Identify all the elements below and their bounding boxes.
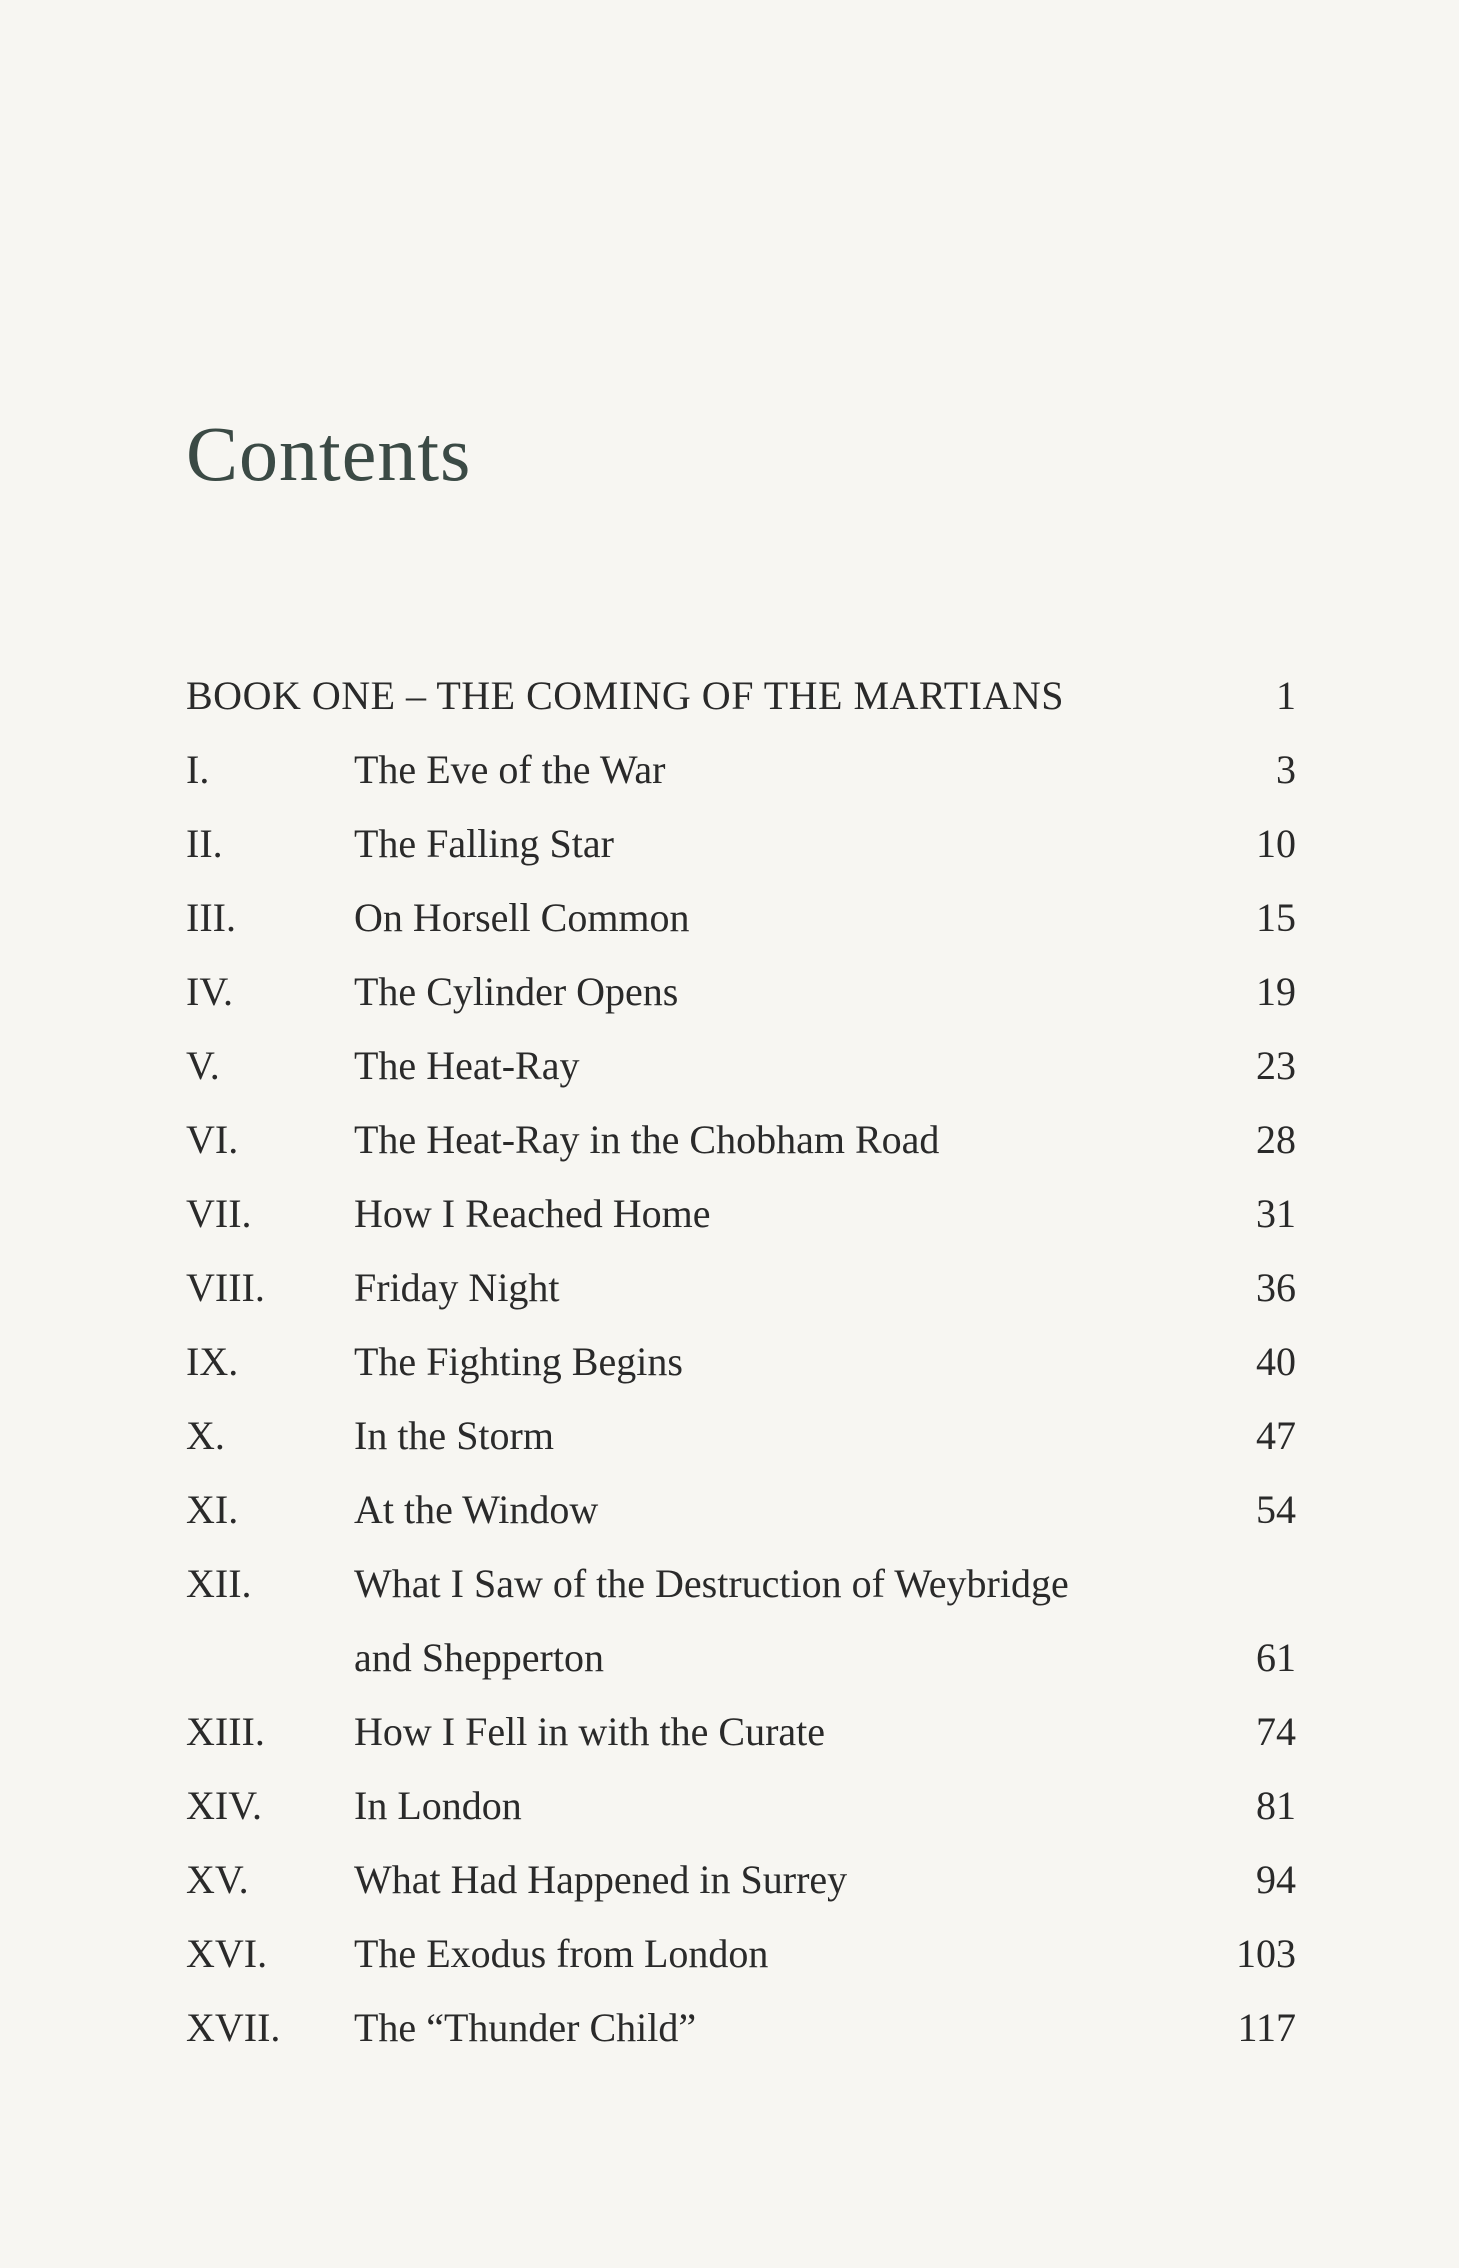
page-number: 1 — [1276, 673, 1296, 718]
page-number: 10 — [1256, 821, 1296, 866]
chapter-row — [186, 1554, 1296, 1702]
chapter-row — [186, 1702, 1296, 1776]
page-number: 28 — [1256, 1117, 1296, 1162]
chapter-title: The Falling Star — [354, 821, 614, 866]
chapter-row — [186, 1332, 1296, 1406]
page-number: 61 — [1256, 1635, 1296, 1680]
chapter-numeral: III. — [186, 895, 236, 940]
chapter-numeral: IV. — [186, 969, 234, 1014]
chapter-title: How I Fell in with the Curate — [354, 1709, 826, 1754]
chapter-row — [186, 1924, 1296, 1998]
chapter-title-line: What I Saw of the Destruction of Weybridge — [354, 1561, 1069, 1606]
page-number: 81 — [1256, 1783, 1296, 1828]
chapter-numeral: XV. — [186, 1857, 249, 1902]
chapter-numeral: X. — [186, 1413, 225, 1458]
chapter-row — [186, 1850, 1296, 1924]
chapter-row — [186, 1036, 1296, 1110]
chapter-row — [186, 1184, 1296, 1258]
chapter-title: The Exodus from London — [354, 1931, 769, 1976]
chapter-numeral: XIV. — [186, 1783, 262, 1828]
chapter-row — [186, 1110, 1296, 1184]
chapter-title: At the Window — [354, 1487, 599, 1532]
page-number: 15 — [1256, 895, 1296, 940]
chapter-title: The Heat-Ray — [354, 1043, 580, 1088]
page-number: 54 — [1256, 1487, 1296, 1532]
chapter-title: The Eve of the War — [354, 747, 666, 792]
chapter-row — [186, 962, 1296, 1036]
chapter-numeral: V. — [186, 1043, 220, 1088]
book-title: BOOK ONE – THE COMING OF THE MARTIANS — [186, 673, 1064, 718]
page-number: 47 — [1256, 1413, 1296, 1458]
chapter-numeral: I. — [186, 747, 210, 792]
chapter-title: What Had Happened in Surrey — [354, 1857, 848, 1902]
page-title: Contents — [186, 410, 472, 497]
chapter-numeral: IX. — [186, 1339, 239, 1384]
page-number: 19 — [1256, 969, 1296, 1014]
chapter-row — [186, 1258, 1296, 1332]
page-number: 94 — [1256, 1857, 1296, 1902]
chapter-numeral: VI. — [186, 1117, 239, 1162]
chapter-numeral: XVII. — [186, 2005, 281, 2050]
chapter-numeral: XII. — [186, 1561, 252, 1606]
page-number: 3 — [1276, 747, 1296, 792]
chapter-numeral: XI. — [186, 1487, 239, 1532]
chapter-row — [186, 1406, 1296, 1480]
chapter-numeral: XIII. — [186, 1709, 265, 1754]
chapter-title: Friday Night — [354, 1265, 560, 1310]
page-number: 74 — [1256, 1709, 1296, 1754]
chapter-title — [354, 1554, 1174, 1702]
page-number: 23 — [1256, 1043, 1296, 1088]
chapter-title: How I Reached Home — [354, 1191, 711, 1236]
chapter-row — [186, 1776, 1296, 1850]
chapter-numeral: II. — [186, 821, 223, 866]
chapter-title: The Cylinder Opens — [354, 969, 679, 1014]
chapter-numeral: VIII. — [186, 1265, 265, 1310]
chapter-title: The Heat-Ray in the Chobham Road — [354, 1117, 940, 1162]
chapter-row — [186, 1480, 1296, 1554]
chapter-numeral: VII. — [186, 1191, 252, 1236]
chapter-row — [186, 740, 1296, 814]
chapter-title: In London — [354, 1783, 522, 1828]
chapter-title: In the Storm — [354, 1413, 554, 1458]
page-number: 40 — [1256, 1339, 1296, 1384]
table-of-contents — [186, 666, 1296, 2072]
page-number: 36 — [1256, 1265, 1296, 1310]
chapter-numeral: XVI. — [186, 1931, 268, 1976]
page-number: 103 — [1236, 1931, 1296, 1976]
book-heading-row — [186, 666, 1296, 740]
page-number: 31 — [1256, 1191, 1296, 1236]
chapter-row — [186, 1998, 1296, 2072]
page-number: 117 — [1237, 2005, 1296, 2050]
chapter-row — [186, 888, 1296, 962]
chapter-title: On Horsell Common — [354, 895, 690, 940]
chapter-title-line: and Shepperton — [354, 1635, 604, 1680]
chapter-title: The Fighting Begins — [354, 1339, 683, 1384]
chapter-title: The “Thunder Child” — [354, 2005, 697, 2050]
chapter-row — [186, 814, 1296, 888]
